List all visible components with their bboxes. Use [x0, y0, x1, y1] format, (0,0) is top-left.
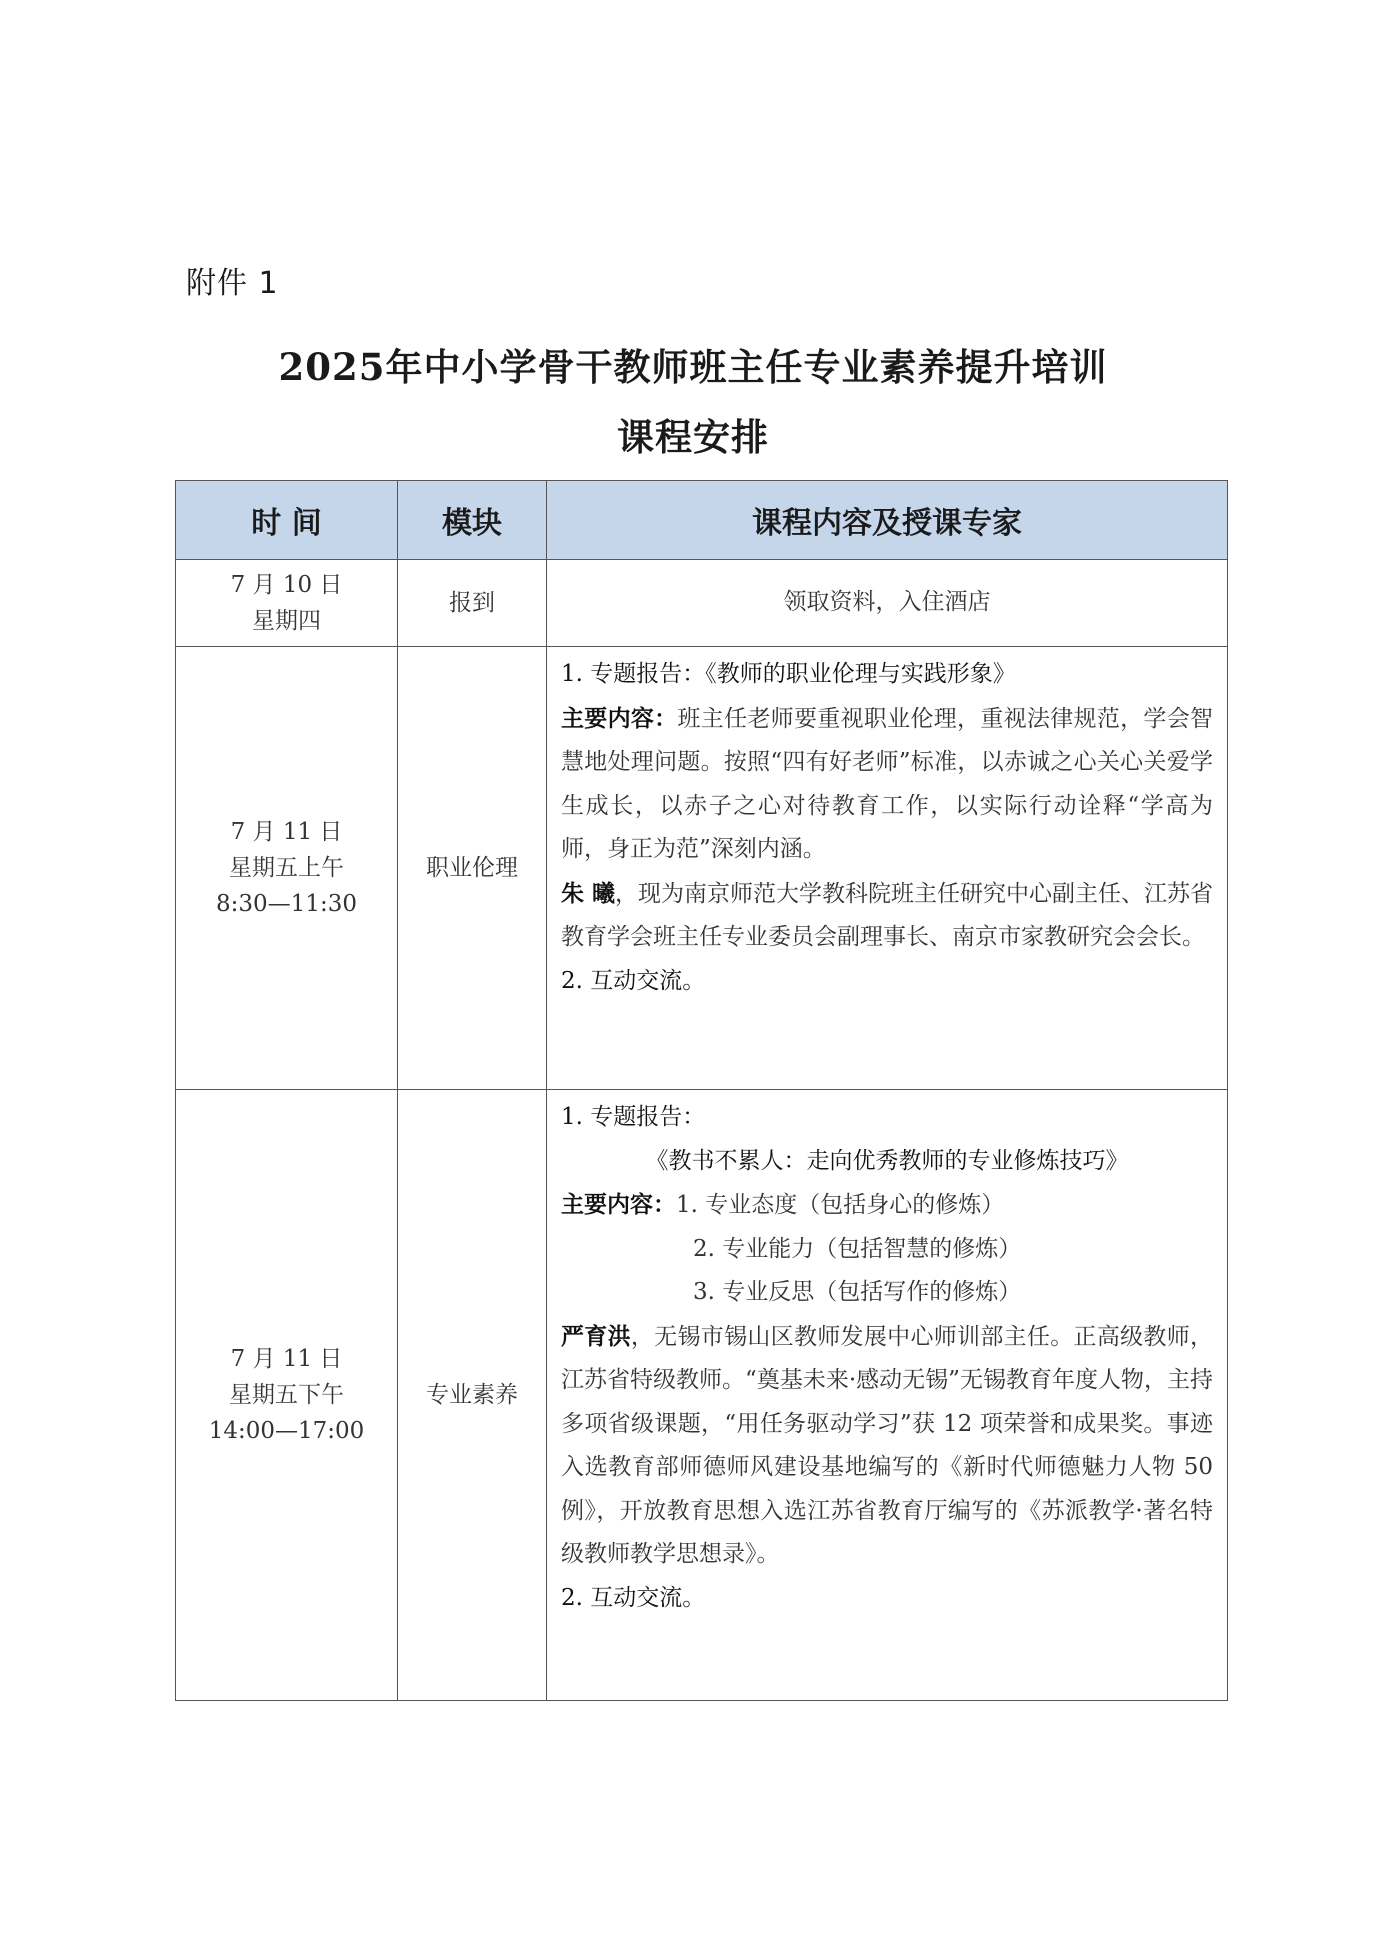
schedule-table: [175, 480, 1228, 1701]
content-cell: [547, 1090, 1228, 1701]
header-module: 模块: [398, 481, 547, 560]
weekday-text: 星期五上午: [229, 855, 344, 881]
page-subtitle: 课程安排: [617, 415, 769, 459]
content-cell: [547, 647, 1228, 1090]
weekday-text: 星期五下午: [229, 1382, 344, 1408]
module-cell: 职业伦理: [398, 647, 547, 1090]
module-cell: 报到: [398, 560, 547, 647]
main-content-text: 班主任老师要重视职业伦理，重视法律规范，学会智慧地处理问题。按照“四有好老师”标准，以赤诚之心关心关爱学生成长，以赤子之心对待教育工作，以实际行动诠释“学高为师，身正为范”深刻内涵。: [561, 705, 1214, 862]
time-range-text: 8:30—11:30: [216, 891, 357, 917]
main-point: 2. 专业能力（包括智慧的修炼）: [693, 1235, 1022, 1262]
topic-title: 1. 专题报告：: [561, 1104, 706, 1130]
table-header-row: [176, 481, 1228, 560]
table-row: [176, 647, 1228, 1090]
attachment-label: 附件 1: [186, 266, 279, 301]
expert-bio: ，现为南京师范大学教科院班主任研究中心副主任、江苏省教育学会班主任专业委员会副理事长、南京市家教研究会会长。: [561, 880, 1214, 950]
table-row: [176, 1090, 1228, 1701]
main-content-label: 主要内容：: [561, 1191, 676, 1218]
interaction-item: 2. 互动交流。: [561, 1584, 706, 1611]
main-content-label: 主要内容：: [561, 704, 678, 732]
expert-name: 朱 曦: [561, 879, 616, 907]
table-row: [176, 560, 1228, 647]
date-text: 7 月 10 日: [230, 572, 343, 598]
main-point: 1. 专业态度（包括身心的修炼）: [676, 1192, 1005, 1218]
time-cell: [176, 647, 398, 1090]
time-cell: [176, 560, 398, 647]
header-content: 课程内容及授课专家: [547, 481, 1228, 560]
topic-book-title: 《教书不累人：走向优秀教师的专业修炼技巧》: [645, 1147, 1129, 1174]
topic-title: 1. 专题报告：《教师的职业伦理与实践形象》: [561, 661, 1016, 687]
date-text: 7 月 11 日: [230, 819, 343, 845]
page-title: 2025年中小学骨干教师班主任专业素养提升培训: [278, 345, 1108, 389]
weekday-text: 星期四: [252, 608, 321, 634]
time-cell: [176, 1090, 398, 1701]
content-cell: 领取资料，入住酒店: [547, 560, 1228, 647]
header-time: 时 间: [176, 481, 398, 560]
expert-name: 严育洪: [561, 1322, 631, 1350]
expert-bio: ，无锡市锡山区教师发展中心师训部主任。正高级教师，江苏省特级教师。“奠基未来·感动无锡”无锡教育年度人物，主持多项省级课题，“用任务驱动学习”获 12 项荣誉和成果奖。事迹入选教育部师德师风建设基地编写的《新时代师德魅力人物 50 例》，开放教育思想入选江苏省教育厅编写的《苏派教学·著名特级教师教学思想录》。: [561, 1323, 1214, 1567]
main-point: 3. 专业反思（包括写作的修炼）: [693, 1279, 1022, 1305]
interaction-item: 2. 互动交流。: [561, 967, 706, 994]
date-text: 7 月 11 日: [230, 1346, 343, 1372]
time-range-text: 14:00—17:00: [208, 1418, 365, 1444]
module-cell: 专业素养: [398, 1090, 547, 1701]
